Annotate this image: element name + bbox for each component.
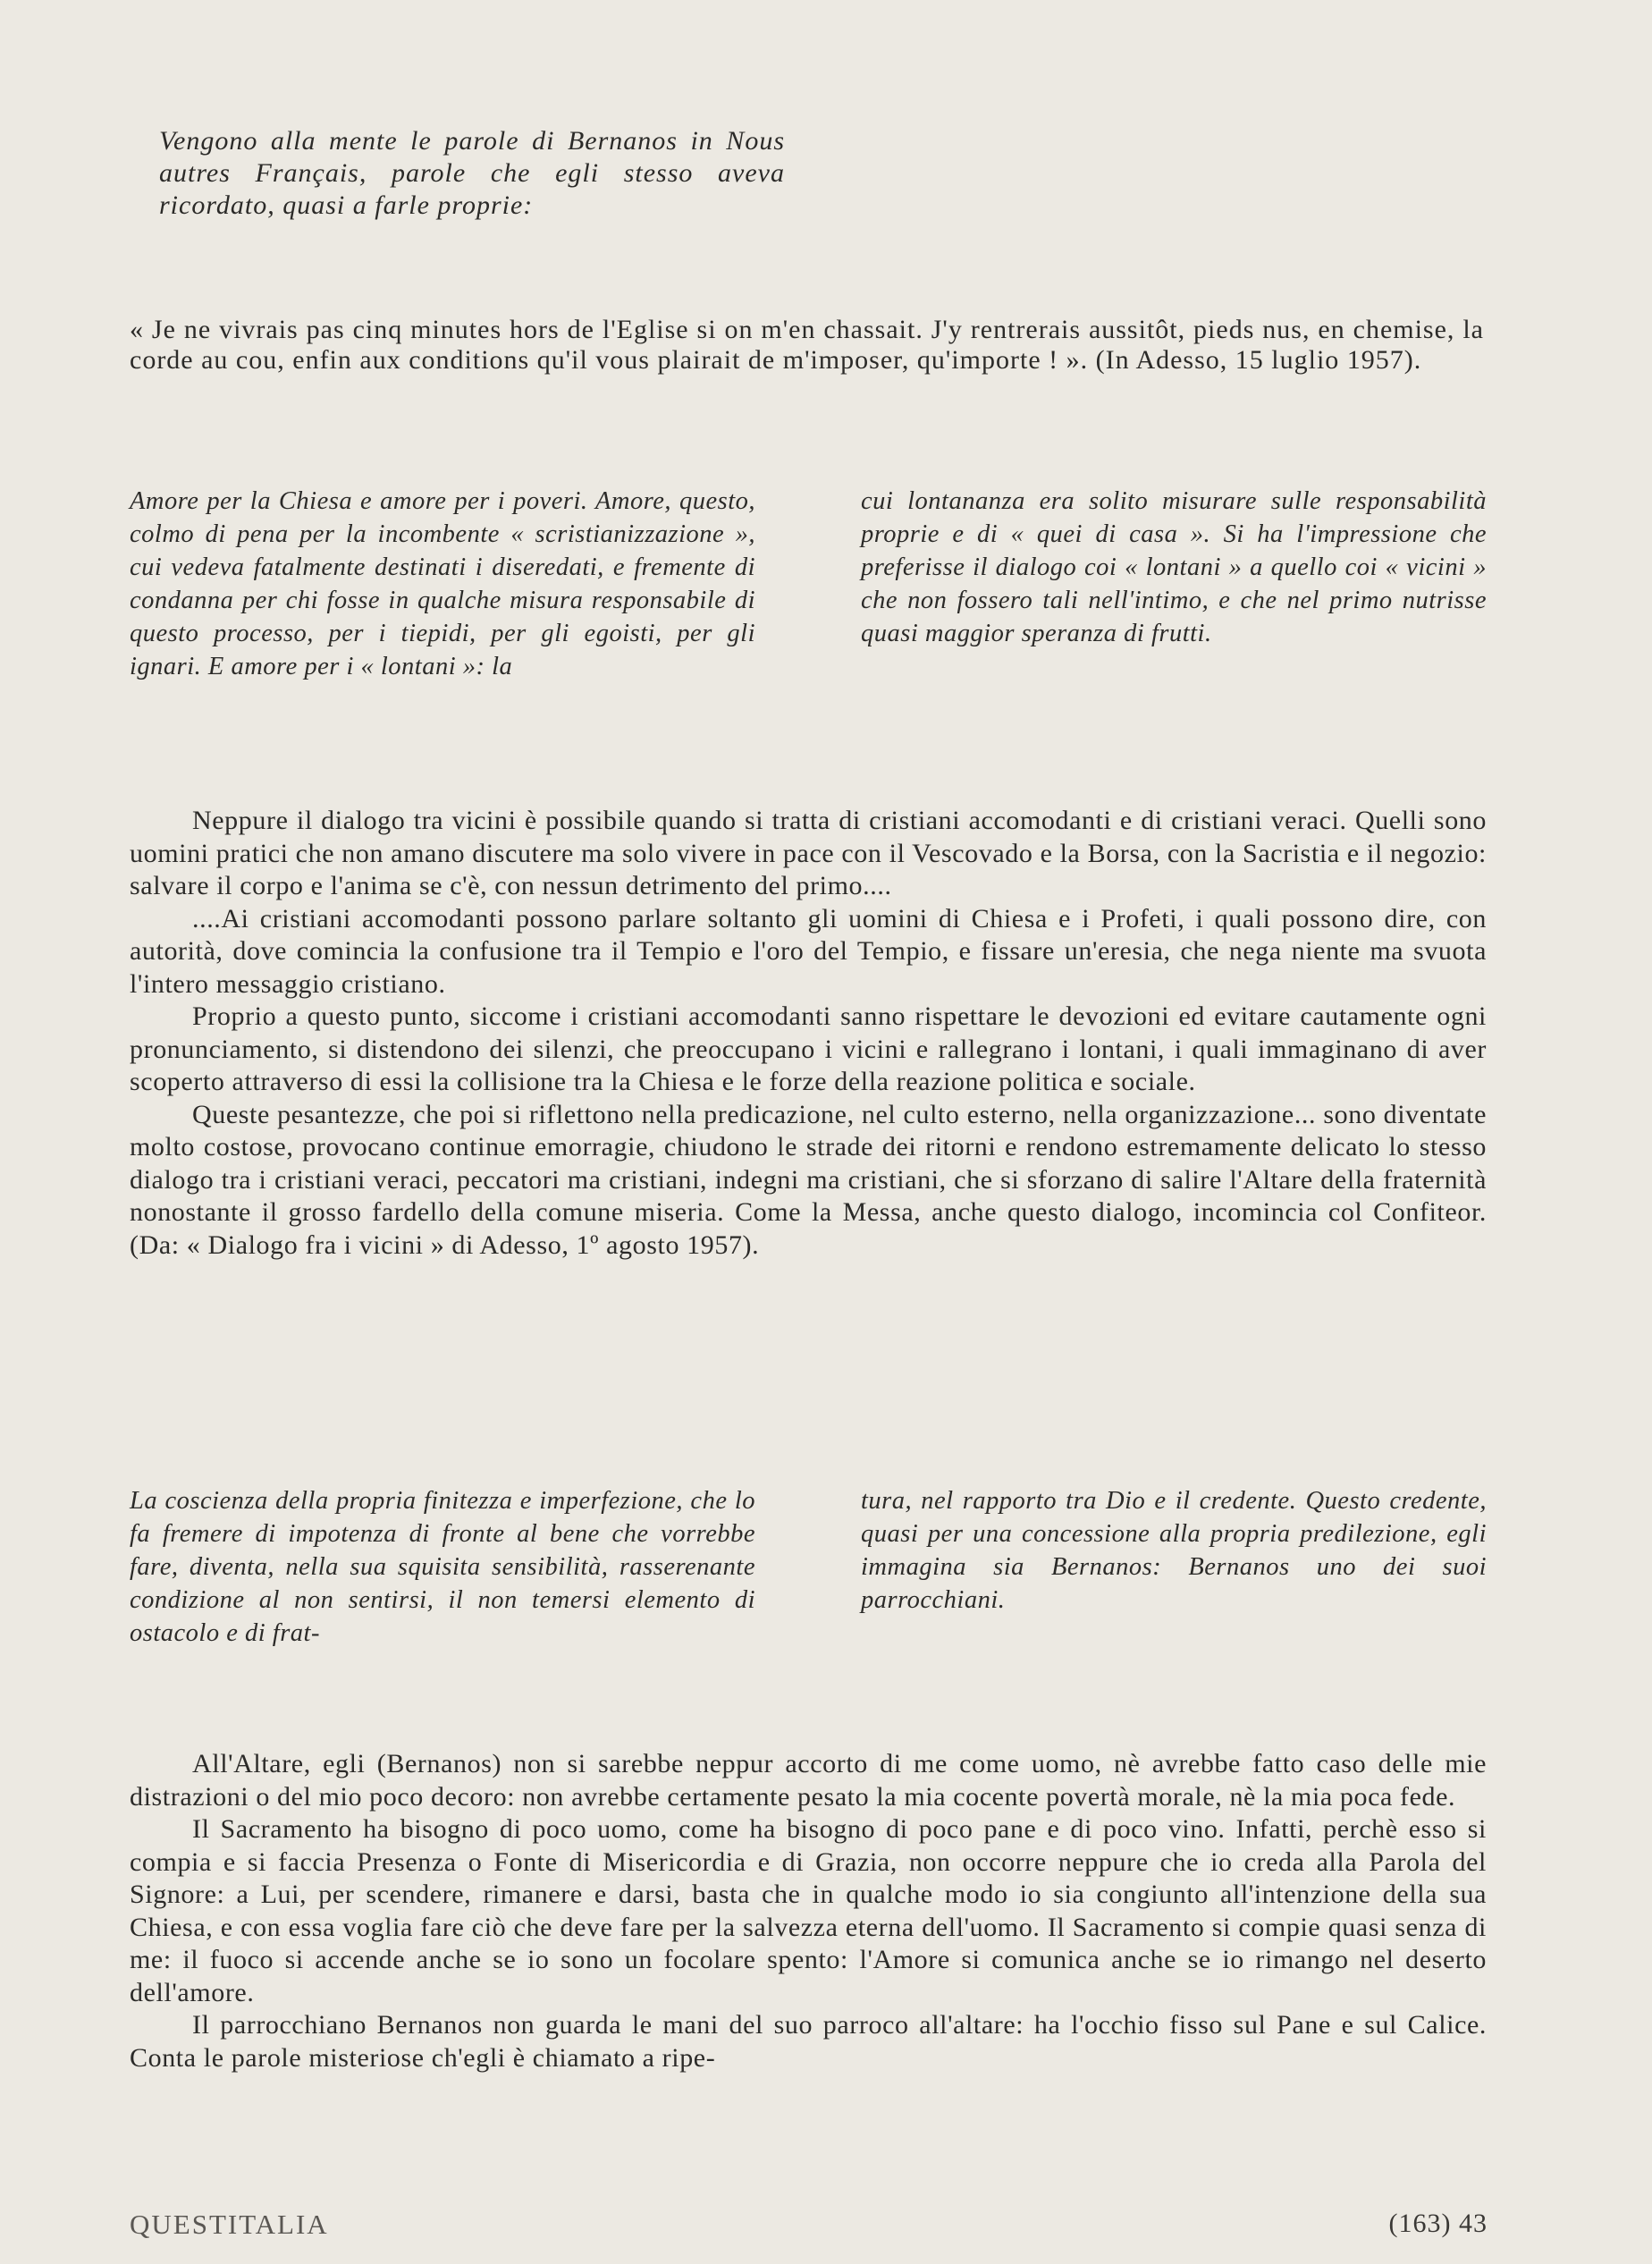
page-number: (163) 43 (1388, 2209, 1488, 2238)
french-quote: « Je ne vivrais pas cinq minutes hors de l'Eglise si on m'en chassait. J'y rentrerais aussitôt, pieds nus, en chemise, la corde au cou, enfin aux conditions qu'il vous plairait de m'imposer, qu'importe ! ». (In Adesso, 15 luglio 1957). (130, 315, 1484, 375)
italic-column-right-2: tura, nel rapporto tra Dio e il credente. Questo credente, quasi per una concessione alla propria predilezione, egli immagina sia Bernanos: Bernanos uno dei suoi parrocchiani. (861, 1487, 1487, 1614)
paragraph: All'Altare, egli (Bernanos) non si sarebbe neppur accorto di me come uomo, nè avrebbe fatto caso delle mie distrazioni o del mio poco decoro: non avrebbe certamente pesato la mia cocente povertà morale, nè la mia poca fede. (130, 1749, 1487, 1812)
body-text-2 (130, 1748, 1487, 2074)
body-text-1 (130, 805, 1487, 1262)
paragraph: Il Sacramento ha bisogno di poco uomo, come ha bisogno di poco pane e di poco vino. Infatti, perchè esso si compia e si faccia Presenza o Fonte di Misericordia e di Grazia, non occorre neppure che io creda alla Parola del Signore: a Lui, per scendere, rimanere e darsi, basta che in qualche modo io sia congiunto all'intenzione della sua Chiesa, e con essa voglia fare ciò che deve fare per la salvezza eterna dell'uomo. Il Sacramento si compie quasi senza di me: il fuoco si accende anche se io sono un focolare spento: l'Amore si comunica anche se io rimango nel deserto dell'amore. (130, 1814, 1487, 2007)
italic-columns-2 (130, 1484, 1487, 1650)
italic-column-left-2: La coscienza della propria finitezza e imperfezione, che lo fa fremere di impotenza di fronte al bene che vorrebbe fare, diventa, nella sua squisita sensibilità, rasserenante condizione al non sentirsi, il non temersi elemento di ostacolo e di frat- (130, 1487, 755, 1647)
paragraph: Il parrocchiano Bernanos non guarda le mani del suo parroco all'altare: ha l'occhio fisso sul Pane e sul Calice. Conta le parole misteriose ch'egli è chiamato a ripe- (130, 2010, 1487, 2073)
paragraph: Neppure il dialogo tra vicini è possibile quando si tratta di cristiani accomodanti e di cristiani veraci. Quelli sono uomini pratici che non amano discutere ma solo vivere in pace con il Vescovado e la Borsa, con la Sacristia e il negozio: salvare il corpo e l'anima se c'è, con nessun detrimento del primo.... (130, 806, 1487, 900)
paragraph: ....Ai cristiani accomodanti possono parlare soltanto gli uomini di Chiesa e i Profeti, i quali possono dire, con autorità, dove comincia la confusione tra il Tempio e l'oro del Tempio, e fissare un'eresia, che nega niente ma svuota l'intero messaggio cristiano. (130, 903, 1487, 999)
italic-columns-1 (130, 485, 1487, 683)
journal-name: QUESTITALIA (130, 2209, 329, 2240)
paragraph: Queste pesantezze, che poi si riflettono nella predicazione, nel culto esterno, nella organizzazione... sono diventate molto costose, provocano continue emorragie, chiudono le strade dei ritorni e rendono estremamente delicato lo stesso dialogo tra i cristiani veraci, peccatori ma cristiani, indegni ma cristiani, che si sforzano di salire l'Altare della fraternità nonostante il grosso fardello della comune miseria. Come la Messa, anche questo dialogo, incomincia col Confiteor. (Da: « Dialogo fra i vicini » di Adesso, 1º agosto 1957). (130, 1099, 1487, 1260)
intro-paragraph: Vengono alla mente le parole di Bernanos in Nous autres Français, parole che egli stesso aveva ricordato, quasi a farle proprie: (159, 126, 785, 220)
italic-column-right-1: cui lontananza era solito misurare sulle responsabilità proprie e di « quei di casa ». Si ha l'impressione che preferisse il dialogo coi « lontani » a quello coi « vicini » che non fossero tali nell'intimo, e che nel primo nutrisse quasi maggior speranza di frutti. (861, 487, 1487, 647)
italic-column-left-1: Amore per la Chiesa e amore per i poveri. Amore, questo, colmo di pena per la incombente « scristianizzazione », cui vedeva fatalmente destinati i diseredati, e fremente di condanna per chi fosse in qualche misura responsabile di questo processo, per i tiepidi, per gli egoisti, per gli ignari. E amore per i « lontani »: la (130, 487, 755, 680)
paragraph: Proprio a questo punto, siccome i cristiani accomodanti sanno rispettare le devozioni ed evitare cautamente ogni pronunciamento, si distendono dei silenzi, che preoccupano i vicini e rallegrano i lontani, i quali immaginano di aver scoperto attraverso di essi la collisione tra la Chiesa e le forze della reazione politica e sociale. (130, 1001, 1487, 1096)
